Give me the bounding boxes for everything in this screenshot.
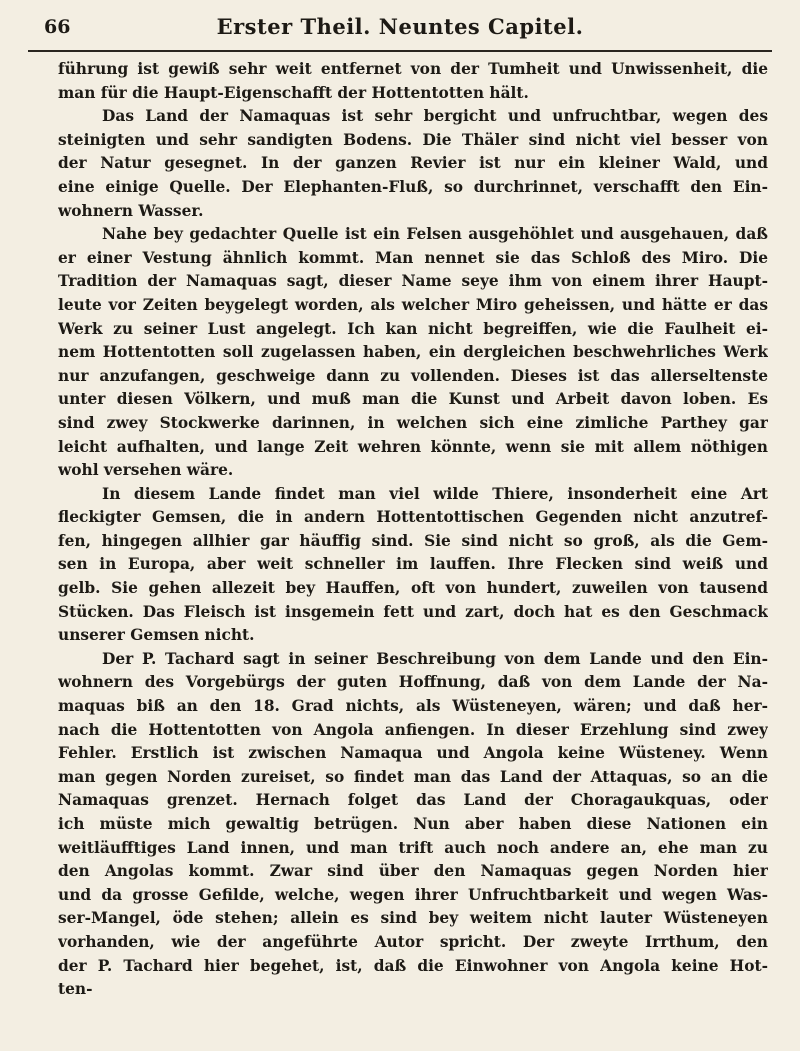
text-line: Tradition der Namaquas sagt, dieser Name seye ihm von einem ihrer Haupt- (58, 272, 768, 291)
text-line: ser-Mangel, öde stehen; allein es sind bey weitem nicht lauter Wüsteneyen (58, 909, 768, 928)
text-line: führung ist gewiß sehr weit entfernet von der Tumheit und Unwissenheit, die (58, 60, 768, 78)
text-line: ich müste mich gewaltig betrügen. Nun aber haben diese Nationen ein (58, 815, 768, 833)
text-line: weitläufftiges Land innen, und man trift auch noch andere an, ehe man zu (58, 838, 768, 857)
text-line: nur anzufangen, geschweige dann zu vollenden. Dieses ist das allerseltenste (58, 366, 768, 385)
text-line: man gegen Norden zureiset, so findet man das Land der Attaquas, so an die (58, 767, 768, 786)
text-line: Werk zu seiner Lust angelegt. Ich kan nicht begreiffen, wie die Faulheit ei- (58, 319, 768, 338)
text-line: Fehler. Erstlich ist zwischen Namaqua und Angola keine Wüsteney. Wenn (58, 744, 768, 763)
text-line: unter diesen Völkern, und muß man die Kunst und Arbeit davon loben. Es (58, 390, 768, 409)
text-line: nach die Hottentotten von Angola anfiengen. In dieser Erzehlung sind zwey (58, 720, 768, 739)
text-line: der Natur gesegnet. In der ganzen Revier ist nur ein kleiner Wald, und (58, 154, 768, 173)
text-line: sen in Europa, aber weit schneller im lauffen. Ihre Flecken sind weiß und (58, 555, 768, 574)
body-text (58, 58, 768, 1002)
page-header (28, 12, 772, 52)
text-line: der P. Tachard hier begehet, ist, daß die Einwohner von Angola keine Hot- (58, 956, 768, 975)
text-line: In diesem Lande findet man viel wilde Thiere, insonderheit eine Art (102, 484, 768, 503)
text-line: Stücken. Das Fleisch ist insgemein fett und zart, doch hat es den Geschmack (58, 602, 768, 621)
text-line: fleckigter Gemsen, die in andern Hottentottischen Gegenden nicht anzutref- (58, 508, 768, 527)
text-line: leicht aufhalten, und lange Zeit wehren könnte, wenn sie mit allem nöthigen (58, 437, 768, 456)
text-line: unserer Gemsen nicht. (58, 626, 255, 645)
page-number: 66 (44, 16, 71, 38)
text-line: maquas biß an den 18. Grad nichts, als Wüsteneyen, wären; und daß her- (58, 697, 768, 716)
text-line: Namaquas grenzet. Hernach folget das Land der Choragaukquas, oder (58, 791, 768, 810)
text-line: leute vor Zeiten beygelegt worden, als welcher Miro geheissen, und hätte er das (58, 295, 768, 314)
text-line: vorhanden, wie der angeführte Autor spricht. Der zweyte Irrthum, den (58, 932, 768, 951)
text-line: er einer Vestung ähnlich kommt. Man nennet sie das Schloß des Miro. Die (58, 248, 768, 267)
text-line: steinigten und sehr sandigten Bodens. Die Thäler sind nicht viel besser von (58, 130, 768, 149)
text-line: gelb. Sie gehen allezeit bey Hauffen, oft von hundert, zuweilen von tausend (58, 579, 768, 598)
text-line: wohl versehen wäre. (58, 461, 234, 480)
text-line: sind zwey Stockwerke darinnen, in welchen sich eine zimliche Parthey gar (58, 413, 768, 432)
text-line: wohnern Wasser. (58, 201, 204, 220)
text-line: fen, hingegen allhier gar häuffig sind. Sie sind nicht so groß, als die Gem- (58, 531, 768, 550)
text-line: und da grosse Gefilde, welche, wegen ihrer Unfruchtbarkeit und wegen Was- (58, 885, 768, 904)
text-line: Das Land der Namaquas ist sehr bergicht und unfruchtbar, wegen des (102, 107, 768, 126)
text-line: Nahe bey gedachter Quelle ist ein Felsen ausgehöhlet und ausgehauen, daß (102, 225, 768, 244)
running-title: Erster Theil. Neuntes Capitel. (216, 14, 584, 39)
text-line: eine einige Quelle. Der Elephanten-Fluß, so durchrinnet, verschafft den Ein- (58, 177, 768, 196)
text-line: wohnern des Vorgebürgs der guten Hoffnung, daß von dem Lande der Na- (58, 673, 768, 692)
text-line: Der P. Tachard sagt in seiner Beschreibung von dem Lande und den Ein- (102, 649, 768, 668)
text-line: man für die Haupt-Eigenschafft der Hottentotten hält. (58, 83, 529, 102)
text-line: den Angolas kommt. Zwar sind über den Namaquas gegen Norden hier (58, 862, 768, 881)
text-line: nem Hottentotten soll zugelassen haben, ein dergleichen beschwehrliches Werk (58, 343, 768, 362)
text-line: ten- (58, 980, 93, 999)
